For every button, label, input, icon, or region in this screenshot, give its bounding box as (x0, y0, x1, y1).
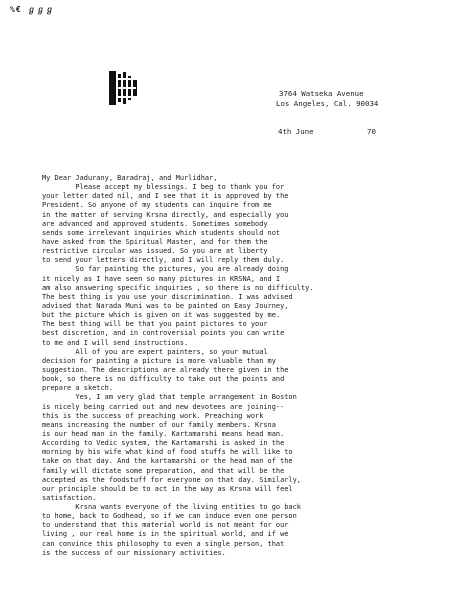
body-line: are advanced and approved students. Sometimes somebody (42, 219, 268, 228)
body-line: to me and I will send instructions. (42, 338, 189, 347)
body-line: to understand that this material world is not meant for our (42, 521, 289, 530)
body-line: means increasing the number of our family members. Krsna (42, 420, 276, 429)
letter-year: 70 (367, 127, 376, 136)
body-line: am also answering specific inquiries , so there is no difficulty. (42, 283, 314, 292)
body-line: decision for painting a picture is more valuable than my (42, 356, 276, 365)
body-line: take on that day. And the kartamarshi or the head man of the (42, 457, 293, 466)
body-line: family will dictate some preparation, and that will be the (42, 466, 285, 475)
body-line: The best thing will be that you paint pictures to your (42, 320, 268, 329)
body-line: satisfaction. (42, 493, 97, 502)
body-line: it nicely as I have seen so many pictures in KRSNA, and I (42, 274, 281, 283)
body-line: book, so there is no difficulty to take out the points and (42, 375, 285, 384)
body-line: to send your letters directly, and I will reply them duly. (42, 256, 285, 265)
body-line: Please accept my blessings. I beg to thank you for (42, 183, 285, 192)
body-line: this is the success of preaching work. Preaching work (42, 411, 264, 420)
body-line: is our head man in the family. Kartamarshi means head man. (42, 429, 285, 438)
body-line: in the matter of serving Krsna directly, and especially you (42, 210, 289, 219)
scan-mark: %€ ℊℊℊ (10, 5, 55, 14)
body-line: but the picture which is given on it was suggested by me. (42, 311, 281, 320)
body-line: My Dear Jadurany, Baradraj, and Murlidhar, (42, 174, 218, 182)
body-line: our principle should be to act in the way as Krsna will feel (42, 484, 293, 493)
letterhead-logo-icon (108, 70, 138, 106)
address-line-2: Los Angeles, Cal. 90034 (276, 99, 379, 108)
body-line: morning by his wife what kind of food stuffs he will like to (42, 448, 293, 457)
body-line: can convince this philosophy to even a single person, that (42, 539, 285, 548)
letter-date: 4th June (278, 127, 314, 136)
body-line: advised that Narada Muni was to be painted on Easy Journey, (42, 301, 289, 310)
body-line: living , our real home is in the spiritual world, and if we (42, 530, 289, 539)
body-line: President. So anyone of my students can inquire from me (42, 201, 272, 210)
body-line: is the success of our missionary activities. (42, 548, 226, 557)
body-line: Krsna wants everyone of the living entities to go back (42, 503, 301, 512)
body-line: accepted as the foodstuff for everyone on that day. Similarly, (42, 475, 301, 484)
body-line: The best thing is you use your discrimination. I was advised (42, 292, 293, 301)
body-line: best discretion, and in controversial points you can write (42, 329, 285, 338)
body-line: your letter dated nil, and I see that it is approved by the (42, 192, 289, 201)
body-line: is nicely being carried out and new devotees are joining-- (42, 402, 285, 411)
body-line: prepare a sketch. (42, 384, 114, 393)
body-line: have asked from the Spiritual Master, and for them the (42, 237, 268, 246)
body-line: sends some irrelevant inquiries which students should not (42, 228, 281, 237)
body-line: So far painting the pictures, you are already doing (42, 265, 289, 274)
body-line: According to Vedic system, the Kartamarshi is asked in the (42, 439, 285, 448)
letter-body (42, 174, 452, 558)
body-line: suggestion. The descriptions are already there given in the (42, 365, 289, 374)
body-line: All of you are expert painters, so your mutual (42, 347, 268, 356)
body-line: Yes, I am very glad that temple arrangement in Boston (42, 393, 297, 402)
body-line: restrictive circular was issued. So you are at liberty (42, 247, 268, 256)
address-line-1: 3764 Watseka Avenue (279, 89, 364, 98)
body-line: to home, back to Godhead, so if we can induce even one person (42, 512, 297, 521)
